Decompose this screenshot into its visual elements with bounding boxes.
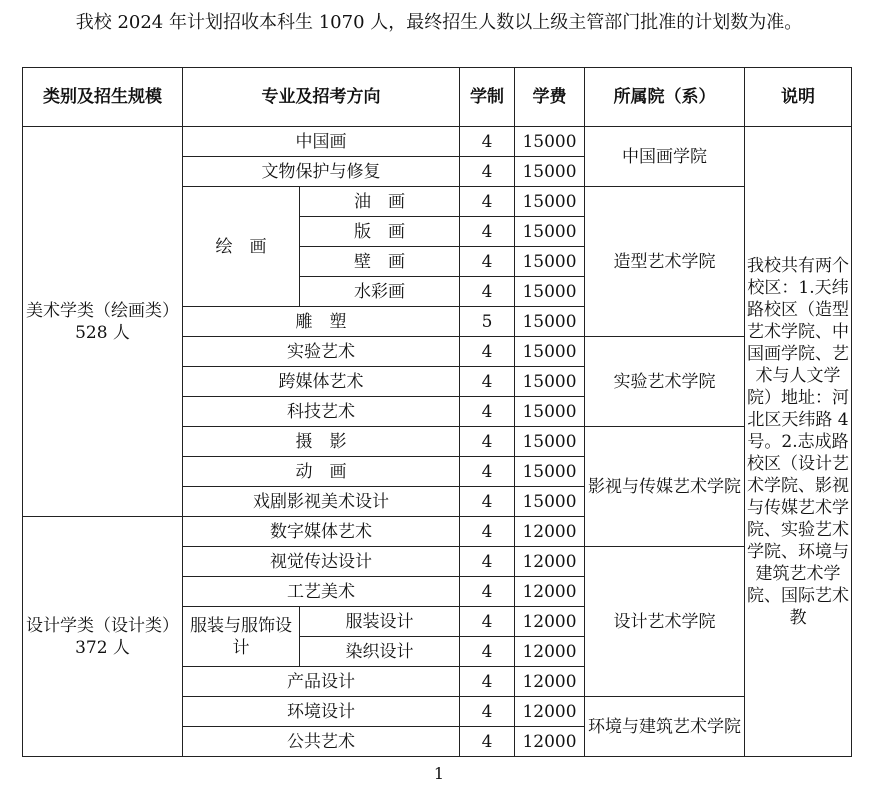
tuition-cell: 12000 [515, 637, 585, 667]
tuition-cell: 15000 [515, 157, 585, 187]
major-cell: 视觉传达设计 [183, 547, 460, 577]
tuition-cell: 15000 [515, 487, 585, 517]
college-film-media: 影视与传媒艺术学院 [585, 427, 745, 547]
duration-cell: 4 [460, 727, 515, 757]
tuition-cell: 12000 [515, 607, 585, 637]
tuition-cell: 15000 [515, 307, 585, 337]
intro-text: 我校 2024 年计划招收本科生 1070 人，最终招生人数以上级主管部门批准的计划数为准。 [75, 12, 803, 33]
college-plastic-arts: 造型艺术学院 [585, 187, 745, 337]
major-cell: 实验艺术 [183, 337, 460, 367]
campus-note: 我校共有两个校区：1.天纬路校区（造型艺术学院、中国画学院、艺术与人文学院）地址：河北区天纬路 4 号。2.志成路校区（设计艺术学院、影视与传媒艺术学院、实验艺术学院、环境与建筑艺术学院、国际艺术教 [745, 127, 852, 757]
header-college: 所属院（系） [585, 68, 745, 127]
college-design: 设计艺术学院 [585, 547, 745, 697]
major-cell: 版 画 [300, 217, 460, 247]
group-fashion: 服装与服饰设计 [183, 607, 300, 667]
tuition-cell: 12000 [515, 697, 585, 727]
duration-cell: 4 [460, 367, 515, 397]
duration-cell: 4 [460, 667, 515, 697]
duration-cell: 4 [460, 187, 515, 217]
duration-cell: 4 [460, 547, 515, 577]
tuition-cell: 12000 [515, 667, 585, 697]
duration-cell: 4 [460, 337, 515, 367]
tuition-cell: 15000 [515, 367, 585, 397]
page-number: 1 [433, 764, 445, 783]
duration-cell: 4 [460, 397, 515, 427]
college-chinese-painting: 中国画学院 [585, 127, 745, 187]
header-note: 说明 [745, 68, 852, 127]
major-cell: 油 画 [300, 187, 460, 217]
duration-cell: 4 [460, 457, 515, 487]
major-cell: 文物保护与修复 [183, 157, 460, 187]
major-cell: 科技艺术 [183, 397, 460, 427]
header-category: 类别及招生规模 [23, 68, 183, 127]
duration-cell: 4 [460, 697, 515, 727]
major-cell: 动 画 [183, 457, 460, 487]
duration-cell: 4 [460, 127, 515, 157]
category-fine-arts: 美术学类（绘画类）528 人 [23, 127, 183, 517]
tuition-cell: 15000 [515, 187, 585, 217]
duration-cell: 4 [460, 637, 515, 667]
tuition-cell: 12000 [515, 727, 585, 757]
header-row [23, 68, 852, 127]
major-cell: 染织设计 [300, 637, 460, 667]
duration-cell: 4 [460, 427, 515, 457]
tuition-cell: 15000 [515, 247, 585, 277]
major-cell: 数字媒体艺术 [183, 517, 460, 547]
category-design: 设计学类（设计类）372 人 [23, 517, 183, 757]
major-cell: 壁 画 [300, 247, 460, 277]
duration-cell: 4 [460, 487, 515, 517]
college-environment: 环境与建筑艺术学院 [585, 697, 745, 757]
duration-cell: 4 [460, 217, 515, 247]
major-cell: 中国画 [183, 127, 460, 157]
tuition-cell: 12000 [515, 547, 585, 577]
college-experimental: 实验艺术学院 [585, 337, 745, 427]
duration-cell: 4 [460, 277, 515, 307]
duration-cell: 4 [460, 247, 515, 277]
duration-cell: 5 [460, 307, 515, 337]
major-cell: 产品设计 [183, 667, 460, 697]
tuition-cell: 12000 [515, 517, 585, 547]
major-cell: 公共艺术 [183, 727, 460, 757]
tuition-cell: 15000 [515, 457, 585, 487]
major-cell: 戏剧影视美术设计 [183, 487, 460, 517]
duration-cell: 4 [460, 517, 515, 547]
tuition-cell: 15000 [515, 427, 585, 457]
group-painting: 绘 画 [183, 187, 300, 307]
table-row [23, 127, 852, 157]
header-tuition: 学费 [515, 68, 585, 127]
tuition-cell: 15000 [515, 127, 585, 157]
major-cell: 工艺美术 [183, 577, 460, 607]
tuition-cell: 15000 [515, 397, 585, 427]
header-duration: 学制 [460, 68, 515, 127]
tuition-cell: 15000 [515, 217, 585, 247]
major-cell: 服装设计 [300, 607, 460, 637]
admission-plan-table [22, 67, 852, 757]
tuition-cell: 15000 [515, 337, 585, 367]
major-cell: 跨媒体艺术 [183, 367, 460, 397]
tuition-cell: 15000 [515, 277, 585, 307]
duration-cell: 4 [460, 607, 515, 637]
major-cell: 环境设计 [183, 697, 460, 727]
duration-cell: 4 [460, 577, 515, 607]
major-cell: 雕 塑 [183, 307, 460, 337]
major-cell: 水彩画 [300, 277, 460, 307]
duration-cell: 4 [460, 157, 515, 187]
tuition-cell: 12000 [515, 577, 585, 607]
header-major: 专业及招考方向 [183, 68, 460, 127]
major-cell: 摄 影 [183, 427, 460, 457]
